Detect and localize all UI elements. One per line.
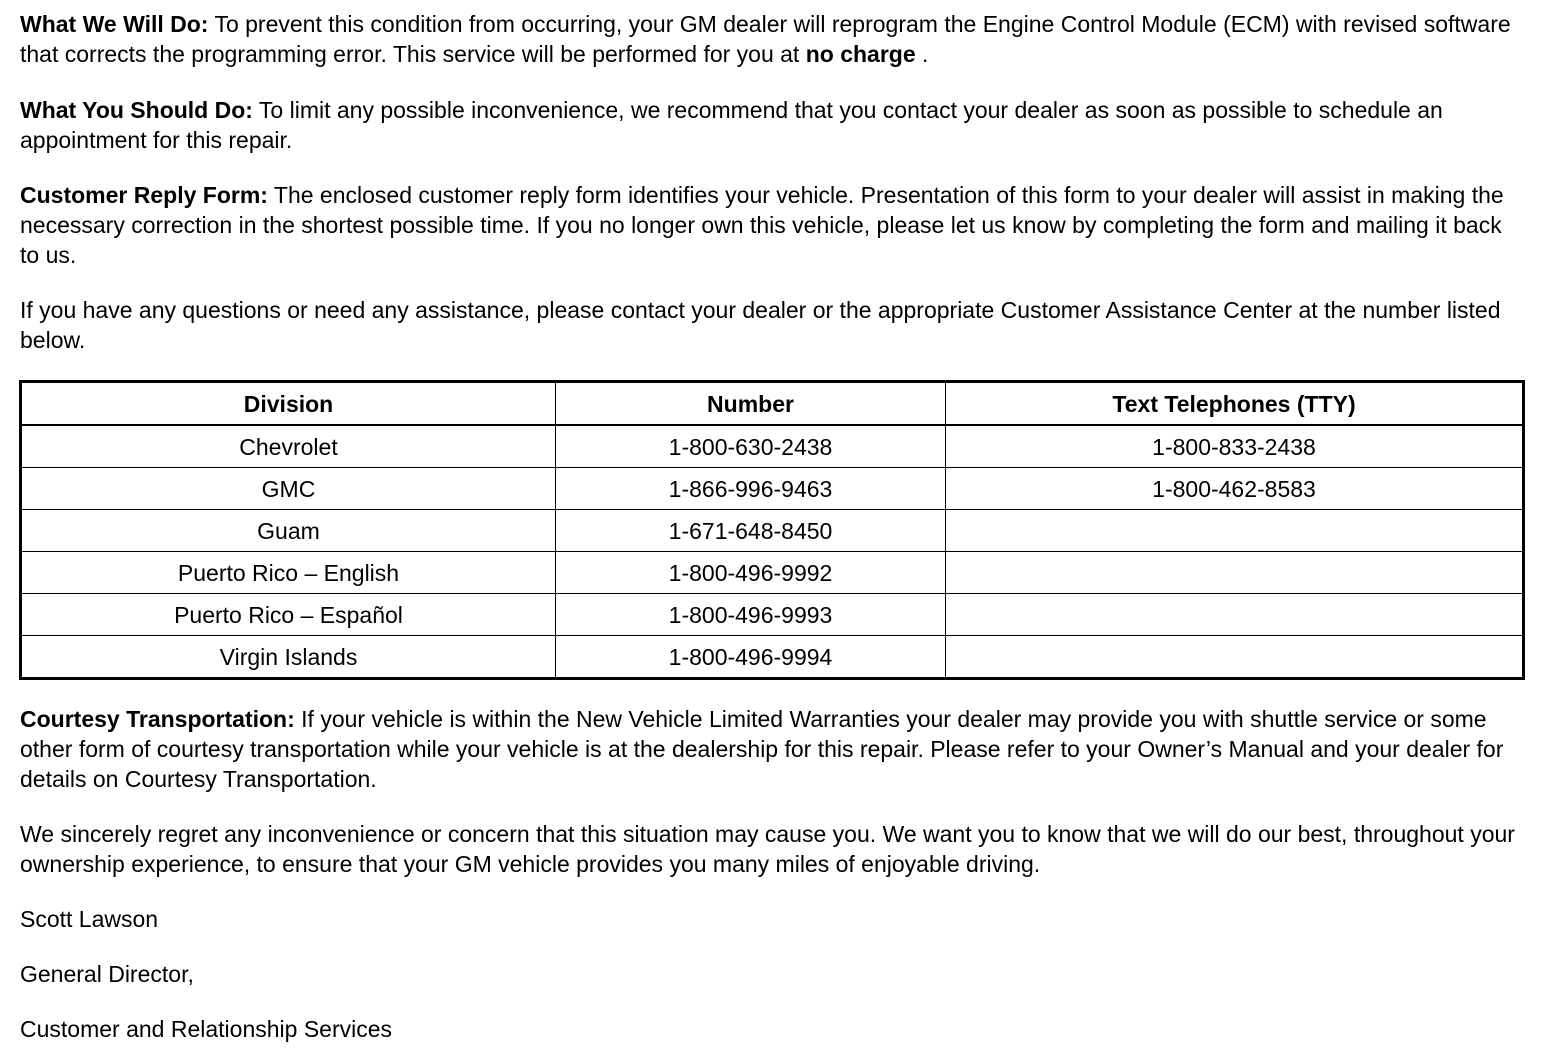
no-charge-emphasis: no charge (805, 41, 916, 67)
number-cell: 1-800-496-9992 (556, 552, 946, 594)
number-cell: 1-866-996-9463 (556, 468, 946, 510)
division-cell: Virgin Islands (21, 636, 556, 679)
customer-reply-form-paragraph (20, 180, 1520, 270)
table-row (21, 425, 1524, 468)
tty-cell: 1-800-833-2438 (946, 425, 1524, 468)
courtesy-transportation-label: Courtesy Transportation: (20, 706, 295, 732)
customer-assistance-table (19, 380, 1525, 680)
courtesy-transportation-paragraph (20, 704, 1520, 794)
number-cell: 1-800-496-9994 (556, 636, 946, 679)
what-you-should-do-label: What You Should Do: (20, 97, 253, 123)
number-cell: 1-800-496-9993 (556, 594, 946, 636)
table-header-row (21, 382, 1524, 426)
table-row (21, 510, 1524, 552)
division-cell: GMC (21, 468, 556, 510)
customer-reply-form-label: Customer Reply Form: (20, 182, 268, 208)
what-we-will-do-text: To prevent this condition from occurring, your GM dealer will reprogram the Engine Control Module (ECM) with revised software that corrects the programming error. This service will be performed for you at (20, 11, 1511, 67)
table-row (21, 468, 1524, 510)
table-row (21, 552, 1524, 594)
customer-reply-form-text: The enclosed customer reply form identifies your vehicle. Presentation of this form to your dealer will assist in making the necessary correction in the shortest possible time. If you no longer own this vehicle, please let us know by completing the form and mailing it back to us. (20, 182, 1504, 268)
courtesy-transportation-text: If your vehicle is within the New Vehicle Limited Warranties your dealer may provide you with shuttle service or some other form of courtesy transportation while your vehicle is at the dealership for this repair. Please refer to your Owner’s Manual and your dealer for details on Courtesy Transportation. (20, 706, 1504, 792)
header-tty: Text Telephones (TTY) (946, 382, 1524, 426)
signature-department: Customer and Relationship Services (20, 1016, 393, 1042)
tty-cell: 1-800-462-8583 (946, 468, 1524, 510)
what-you-should-do-paragraph (20, 95, 1520, 155)
tty-cell (946, 510, 1524, 552)
division-cell: Puerto Rico – Español (21, 594, 556, 636)
what-we-will-do-paragraph (20, 9, 1520, 69)
division-cell: Chevrolet (21, 425, 556, 468)
division-cell: Puerto Rico – English (21, 552, 556, 594)
tty-cell (946, 594, 1524, 636)
division-cell: Guam (21, 510, 556, 552)
what-you-should-do-text: To limit any possible inconvenience, we recommend that you contact your dealer as soon as possible to schedule an appointment for this repair. (20, 97, 1443, 153)
regret-paragraph: We sincerely regret any inconvenience or concern that this situation may cause you. We want you to know that we will do our best, throughout your ownership experience, to ensure that your GM vehicle provides you many miles of enjoyable driving. (20, 821, 1515, 877)
tty-cell (946, 552, 1524, 594)
signature-title: General Director, (20, 961, 194, 987)
what-we-will-do-label: What We Will Do: (20, 11, 209, 37)
table-row (21, 594, 1524, 636)
number-cell: 1-800-630-2438 (556, 425, 946, 468)
what-we-will-do-tail: . (915, 41, 929, 67)
signature-name: Scott Lawson (20, 906, 159, 932)
header-number: Number (556, 382, 946, 426)
tty-cell (946, 636, 1524, 679)
header-division: Division (21, 382, 556, 426)
questions-paragraph: If you have any questions or need any assistance, please contact your dealer or the appropriate Customer Assistance Center at the number listed below. (20, 297, 1501, 353)
number-cell: 1-671-648-8450 (556, 510, 946, 552)
table-row (21, 636, 1524, 679)
